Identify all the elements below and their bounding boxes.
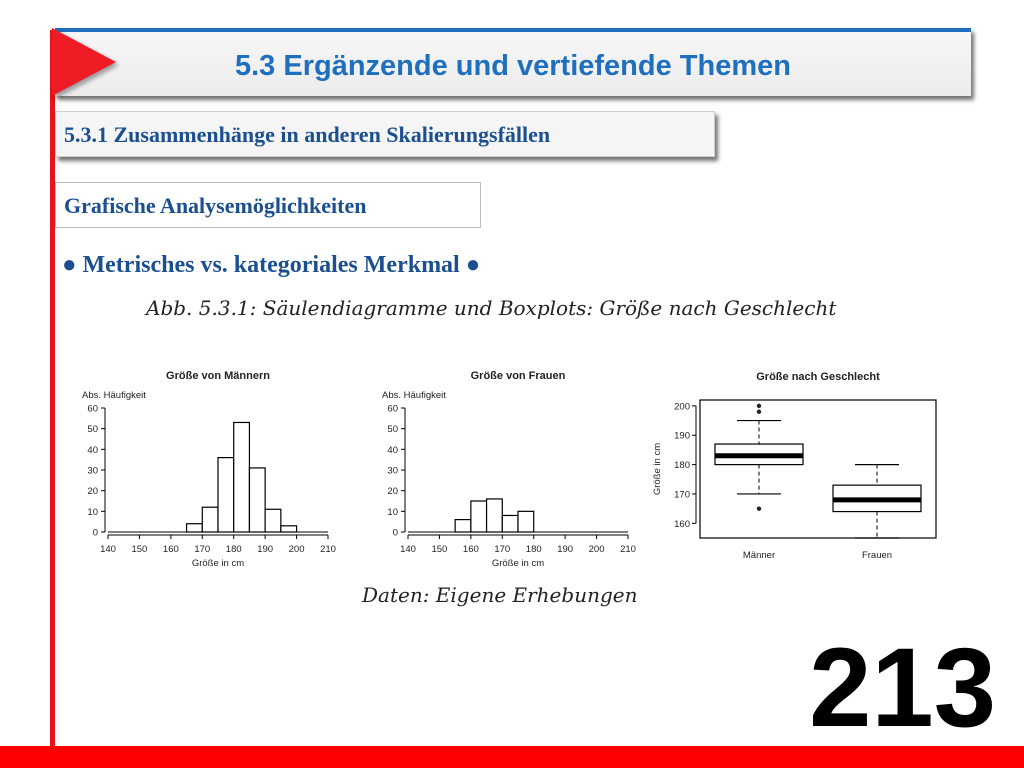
men-x-tick-label: 180: [225, 544, 242, 555]
men-y-tick-label: 10: [87, 506, 98, 518]
boxplot-outlier: [757, 410, 761, 414]
men-bar: [234, 422, 250, 532]
women-x-tick-label: 180: [525, 544, 542, 555]
men-x-tick-label: 170: [194, 544, 211, 555]
women-y-tick-label: 40: [387, 444, 398, 456]
women-x-tick-label: 140: [400, 544, 416, 555]
figure-caption: Abb. 5.3.1: Säulendiagramme und Boxplots: Größe nach Geschlecht: [146, 296, 837, 320]
boxplot-outlier: [757, 404, 761, 408]
women-x-tick-label: 160: [462, 544, 479, 555]
men-x-tick-label: 160: [162, 544, 179, 555]
boxplot-y-tick-label: 160: [674, 518, 690, 530]
red-flag-icon: [52, 28, 116, 96]
women-x-tick-label: 210: [620, 544, 636, 555]
men-title: Größe von Männern: [166, 370, 270, 382]
men-x-tick-label: 190: [257, 544, 274, 555]
men-y-tick-label: 0: [92, 527, 98, 539]
boxplot-group-label: Frauen: [861, 550, 893, 561]
women-bar: [518, 511, 534, 532]
slide-subtitle: 5.3.1 Zusammenhänge in anderen Skalierungsfällen: [64, 122, 551, 147]
men-y-tick-label: 40: [87, 444, 98, 456]
page-number: 213: [809, 625, 996, 750]
title-bar: [55, 28, 971, 96]
bullet-text: ● Metrisches vs. kategoriales Merkmal ●: [62, 252, 481, 278]
men-x-tick-label: 200: [288, 544, 305, 555]
women-bar: [487, 499, 503, 532]
women-xlabel: Größe in cm: [491, 558, 545, 569]
women-y-tick-label: 60: [387, 403, 398, 415]
boxplot-y-tick-label: 190: [674, 430, 690, 442]
men-ylabel: Abs. Häufigkeit: [82, 390, 146, 401]
data-source: Daten: Eigene Erhebungen: [362, 583, 638, 607]
section-heading: Grafische Analysemöglichkeiten: [64, 193, 367, 218]
men-y-tick-label: 30: [87, 465, 98, 477]
women-x-tick-label: 200: [588, 544, 605, 555]
men-bar: [202, 507, 218, 532]
men-bar: [249, 468, 265, 532]
men-x-tick-label: 140: [100, 544, 116, 555]
boxplot-chart: [640, 360, 950, 570]
histogram-men: [70, 360, 350, 580]
women-bar: [471, 501, 487, 532]
section-heading-box: [55, 182, 481, 228]
women-y-tick-label: 50: [387, 424, 398, 436]
women-x-tick-label: 170: [494, 544, 511, 555]
women-y-tick-label: 10: [387, 506, 398, 518]
boxplot-outlier: [757, 506, 761, 510]
men-bar: [281, 526, 297, 532]
women-y-tick-label: 30: [387, 465, 398, 477]
men-xlabel: Größe in cm: [191, 558, 245, 569]
men-x-tick-label: 210: [320, 544, 336, 555]
women-bar: [455, 520, 471, 532]
women-title: Größe von Frauen: [470, 370, 566, 382]
women-y-tick-label: 0: [392, 527, 398, 539]
men-y-tick-label: 60: [87, 403, 98, 415]
boxplot-y-tick-label: 180: [674, 460, 690, 472]
men-y-tick-label: 20: [87, 486, 98, 498]
women-ylabel: Abs. Häufigkeit: [382, 390, 446, 401]
boxplot-frame: [700, 400, 936, 538]
boxplot-title: Größe nach Geschlecht: [756, 371, 880, 383]
women-x-tick-label: 190: [557, 544, 574, 555]
women-bar: [502, 515, 518, 532]
men-bar: [265, 509, 281, 532]
women-y-tick-label: 20: [387, 486, 398, 498]
boxplot-group-label: Männer: [742, 550, 776, 561]
boxplot-y-tick-label: 200: [674, 401, 690, 413]
men-x-tick-label: 150: [131, 544, 148, 555]
boxplot-ylabel: Größe in cm: [652, 442, 663, 496]
subtitle-box: [55, 111, 715, 157]
men-bar: [218, 458, 234, 532]
boxplot-y-tick-label: 170: [674, 489, 690, 501]
men-y-tick-label: 50: [87, 424, 98, 436]
histogram-women: [370, 360, 650, 580]
men-bar: [187, 524, 203, 532]
women-x-tick-label: 150: [431, 544, 448, 555]
slide-title: 5.3 Ergänzende und vertiefende Themen: [235, 50, 791, 82]
